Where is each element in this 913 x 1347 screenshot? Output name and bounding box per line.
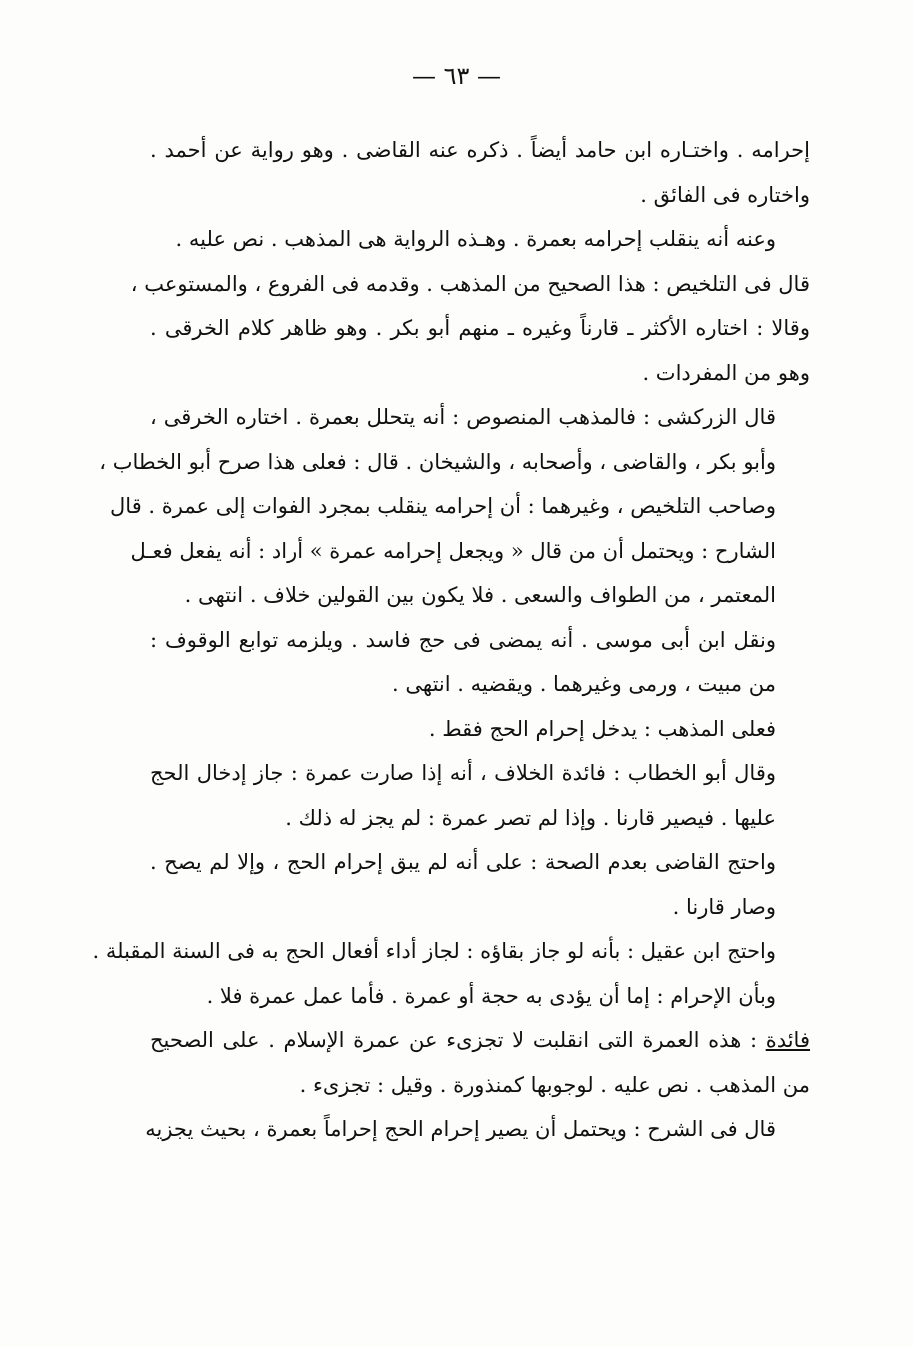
text-line: وقال أبو الخطاب : فائدة الخلاف ، أنه إذا صارت عمرة : جاز إدخال الحج [150, 761, 776, 785]
paragraph [150, 751, 810, 840]
paragraph [150, 128, 810, 217]
text-line: من مبيت ، ورمى وغيرهما . ويقضيه . انتهى . [392, 672, 776, 696]
paragraph [99, 395, 810, 618]
text-line: واحتج القاضى بعدم الصحة : على أنه لم يبق إحرام الحج ، وإلا لم يصح . [150, 850, 776, 874]
paragraph [145, 1107, 810, 1152]
text-line: وقالا : اختاره الأكثر ـ قارناً وغيره ـ منهم أبو بكر . وهو ظاهر كلام الخرقى . [150, 316, 810, 340]
text-line: فعلى المذهب : يدخل إحرام الحج فقط . [428, 716, 776, 741]
text-line: وأبو بكر ، والقاضى ، وأصحابه ، والشيخان . قال : فعلى هذا صرح أبو الخطاب ، [99, 449, 776, 474]
text-line: ونقل ابن أبى موسى . أنه يمضى فى حج فاسد . ويلزمه توابع الوقوف : [150, 627, 776, 652]
text-line: واحتج ابن عقيل : بأنه لو جاز بقاؤه : لجاز أداء أفعال الحج به فى السنة المقبلة . [92, 939, 776, 963]
text-line: واختاره فى الفائق . [640, 182, 810, 207]
paragraph [150, 1018, 810, 1107]
text-line: وعنه أنه ينقلب إحرامه بعمرة . وهـذه الرواية هى المذهب . نص عليه . [175, 227, 776, 251]
text-line: وصاحب التلخيص ، وغيرهما : أن إحرامه ينقلب بمجرد الفوات إلى عمرة . قال [110, 494, 776, 518]
paragraph [150, 618, 810, 707]
page-number: — ٦٣ — [411, 62, 502, 90]
text-line [150, 1018, 810, 1063]
text-line: قال فى التلخيص : هذا الصحيح من المذهب . وقدمه فى الفروع ، والمستوعب ، [130, 271, 810, 296]
body-text [92, 128, 810, 1152]
text-line: وبأن الإحرام : إما أن يؤدى به حجة أو عمرة . فأما عمل عمرة فلا . [206, 983, 776, 1008]
paragraph [150, 707, 810, 752]
text-line: قال الزركشى : فالمذهب المنصوص : أنه يتحلل بعمرة . اختاره الخرقى ، [150, 405, 776, 429]
text-line: عليها . فيصير قارنا . وإذا لم تصر عمرة : لم يجز له ذلك . [285, 805, 776, 830]
paragraph [92, 929, 810, 1018]
text-line: من المذهب . نص عليه . لوجوبها كمنذورة . وقيل : تجزىء . [299, 1072, 810, 1097]
text-line: المعتمر ، من الطواف والسعى . فلا يكون بين القولين خلاف . انتهى . [184, 583, 776, 607]
text-line: إحرامه . واختـاره ابن حامد أيضاً . ذكره عنه القاضى . وهو رواية عن أحمد . [150, 138, 810, 162]
text-line: وصار قارنا . [672, 894, 776, 919]
text-line: وهو من المفردات . [642, 360, 810, 385]
text-line: قال فى الشرح : ويحتمل أن يصير إحرام الحج إحراماً بعمرة ، بحيث يجزيه [145, 1117, 776, 1141]
note-label: فائدة [765, 1028, 810, 1052]
paragraph [150, 840, 810, 929]
text-line-rest: : هذه العمرة التى انقلبت لا تجزىء عن عمرة الإسلام . على الصحيح [150, 1028, 766, 1052]
paragraph [130, 262, 810, 396]
paragraph [150, 217, 810, 262]
text-line: الشارح : ويحتمل أن من قال « ويجعل إحرامه عمرة » أراد : أنه يفعل فعـل [130, 538, 776, 563]
